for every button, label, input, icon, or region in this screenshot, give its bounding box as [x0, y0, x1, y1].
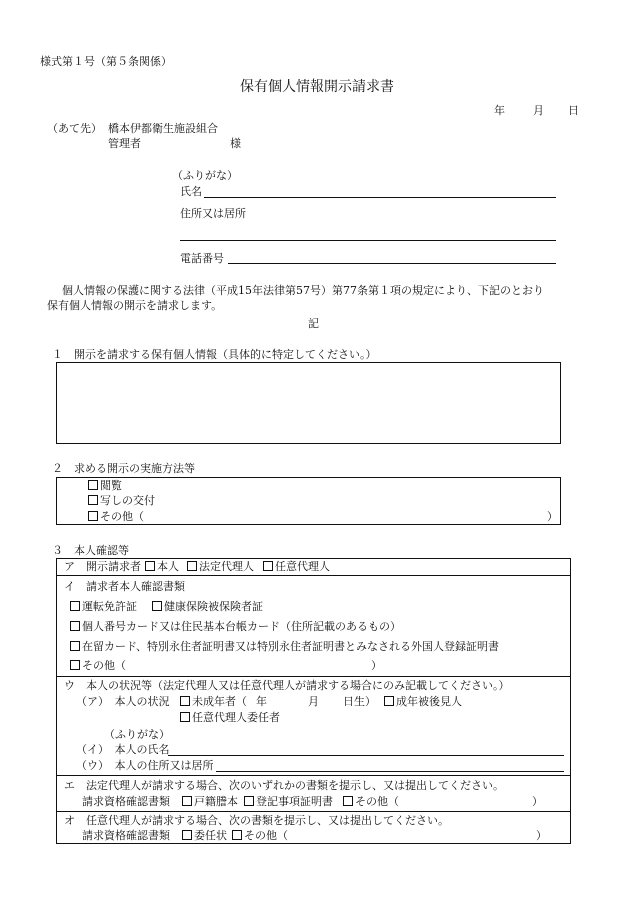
checkbox-icon	[384, 696, 394, 706]
principal-status-sub-label: （ア） 本人の状況	[76, 695, 170, 708]
id-doc-residence-card[interactable]: 在留カード、特別永住者証明書又は特別永住者証明書とみなされる外国人登録証明書	[70, 641, 499, 652]
intro-line-2: 保有個人情報の開示を請求します。	[47, 299, 223, 312]
id-documents-label: イ 請求者本人確認書類	[64, 580, 185, 593]
date-day-label: 日	[568, 104, 579, 117]
checkbox-icon	[263, 561, 273, 571]
requester-type-label: ア 開示請求者	[64, 560, 141, 573]
minor-birth-month: 月	[308, 695, 319, 708]
row-divider	[56, 676, 571, 677]
checkbox-icon	[88, 480, 98, 490]
requested-info-box[interactable]	[56, 362, 561, 444]
requester-phone-label: 電話番号	[180, 252, 224, 265]
date-year-label: 年	[494, 104, 505, 117]
requester-address-field[interactable]	[180, 240, 556, 241]
legal-doc-family-register[interactable]: 戸籍謄本	[182, 796, 238, 807]
addressee-honorific: 様	[230, 137, 241, 150]
row-divider	[56, 775, 571, 776]
method-option-other[interactable]: その他（	[88, 511, 144, 522]
checkbox-icon	[182, 796, 192, 806]
principal-status-label: ウ 本人の状況等（法定代理人又は任意代理人が請求する場合にのみ記載してください。）	[64, 679, 510, 692]
minor-birth-day: 日生）	[343, 695, 376, 708]
checkbox-icon	[232, 830, 242, 840]
voluntary-agent-docs-label: オ 任意代理人が請求する場合、次の書類を提示し、又は提出してください。	[64, 814, 449, 827]
checkbox-icon	[343, 796, 353, 806]
legal-doc-other[interactable]: その他（	[343, 796, 399, 807]
principal-address-label: （ウ） 本人の住所又は居所	[76, 759, 214, 772]
intro-line-1: 個人情報の保護に関する法律（平成15年法律第57号）第77条第１項の規定により、下記のとおり	[62, 284, 544, 297]
requester-phone-field[interactable]	[228, 263, 556, 264]
status-proxy-principal[interactable]: 任意代理人委任者	[180, 712, 280, 723]
voluntary-agent-doc-type-label: 請求資格確認書類	[82, 829, 170, 842]
legal-agent-doc-type-label: 請求資格確認書類	[82, 795, 170, 808]
id-doc-other[interactable]: その他（	[70, 660, 126, 671]
checkbox-icon	[182, 830, 192, 840]
row-divider	[56, 575, 571, 576]
checkbox-icon	[70, 641, 80, 651]
addressee-role: 管理者	[108, 137, 141, 150]
principal-name-label: （イ） 本人の氏名	[76, 743, 170, 756]
minor-birth-year: 年	[256, 695, 267, 708]
checkbox-icon	[88, 511, 98, 521]
method-other-close: ）	[547, 510, 558, 523]
method-option-view[interactable]: 閲覧	[88, 480, 122, 491]
voluntary-doc-power-of-attorney[interactable]: 委任状	[182, 830, 227, 841]
voluntary-doc-other-close: ）	[536, 829, 547, 842]
checkbox-icon	[70, 601, 80, 611]
requester-type-self[interactable]: 本人	[145, 561, 179, 572]
requester-address-label: 住所又は居所	[180, 207, 246, 220]
principal-name-field[interactable]	[168, 755, 564, 756]
id-doc-mynumber[interactable]: 個人番号カード又は住民基本台帳カード（住所記載のあるもの）	[70, 621, 401, 632]
legal-agent-docs-label: エ 法定代理人が請求する場合、次のいずれかの書類を提示し、又は提出してください。	[64, 779, 504, 792]
legal-doc-other-close: ）	[532, 795, 543, 808]
checkbox-icon	[70, 660, 80, 670]
ki-marker: 記	[308, 317, 319, 330]
status-minor[interactable]: 未成年者（	[180, 696, 247, 707]
document-title: 保有個人情報開示請求書	[240, 79, 394, 95]
requester-name-label: 氏名	[180, 185, 202, 198]
requester-furigana-label: （ふりがな）	[172, 169, 238, 182]
checkbox-icon	[70, 621, 80, 631]
addressee-org: 橋本伊都衛生施設組合	[108, 122, 218, 135]
id-doc-other-close: ）	[371, 659, 382, 672]
checkbox-icon	[88, 495, 98, 505]
principal-furigana-label: （ふりがな）	[104, 728, 170, 741]
date-month-label: 月	[533, 104, 544, 117]
principal-address-field[interactable]	[216, 771, 564, 772]
legal-doc-registry[interactable]: 登記事項証明書	[244, 796, 333, 807]
requester-name-field[interactable]	[204, 197, 556, 198]
checkbox-icon	[180, 712, 190, 722]
voluntary-doc-other[interactable]: その他（	[232, 830, 288, 841]
id-doc-license[interactable]: 運転免許証	[70, 601, 137, 612]
checkbox-icon	[152, 601, 162, 611]
id-doc-insurance[interactable]: 健康保険被保険者証	[152, 601, 263, 612]
checkbox-icon	[187, 561, 197, 571]
requester-type-voluntary-agent[interactable]: 任意代理人	[263, 561, 330, 572]
requester-type-legal-agent[interactable]: 法定代理人	[187, 561, 254, 572]
section-3-heading: ３ 本人確認等	[52, 544, 129, 557]
row-divider	[56, 811, 571, 812]
form-number: 様式第１号（第５条関係）	[40, 55, 172, 68]
status-adult-guardian[interactable]: 成年被後見人	[384, 696, 462, 707]
section-2-heading: ２ 求める開示の実施方法等	[52, 462, 195, 475]
checkbox-icon	[145, 561, 155, 571]
method-option-copy[interactable]: 写しの交付	[88, 495, 155, 506]
addressee-label: （あて先）	[47, 122, 102, 135]
section-1-heading: １ 開示を請求する保有個人情報（具体的に特定してください。）	[52, 348, 377, 361]
checkbox-icon	[180, 696, 190, 706]
checkbox-icon	[244, 796, 254, 806]
